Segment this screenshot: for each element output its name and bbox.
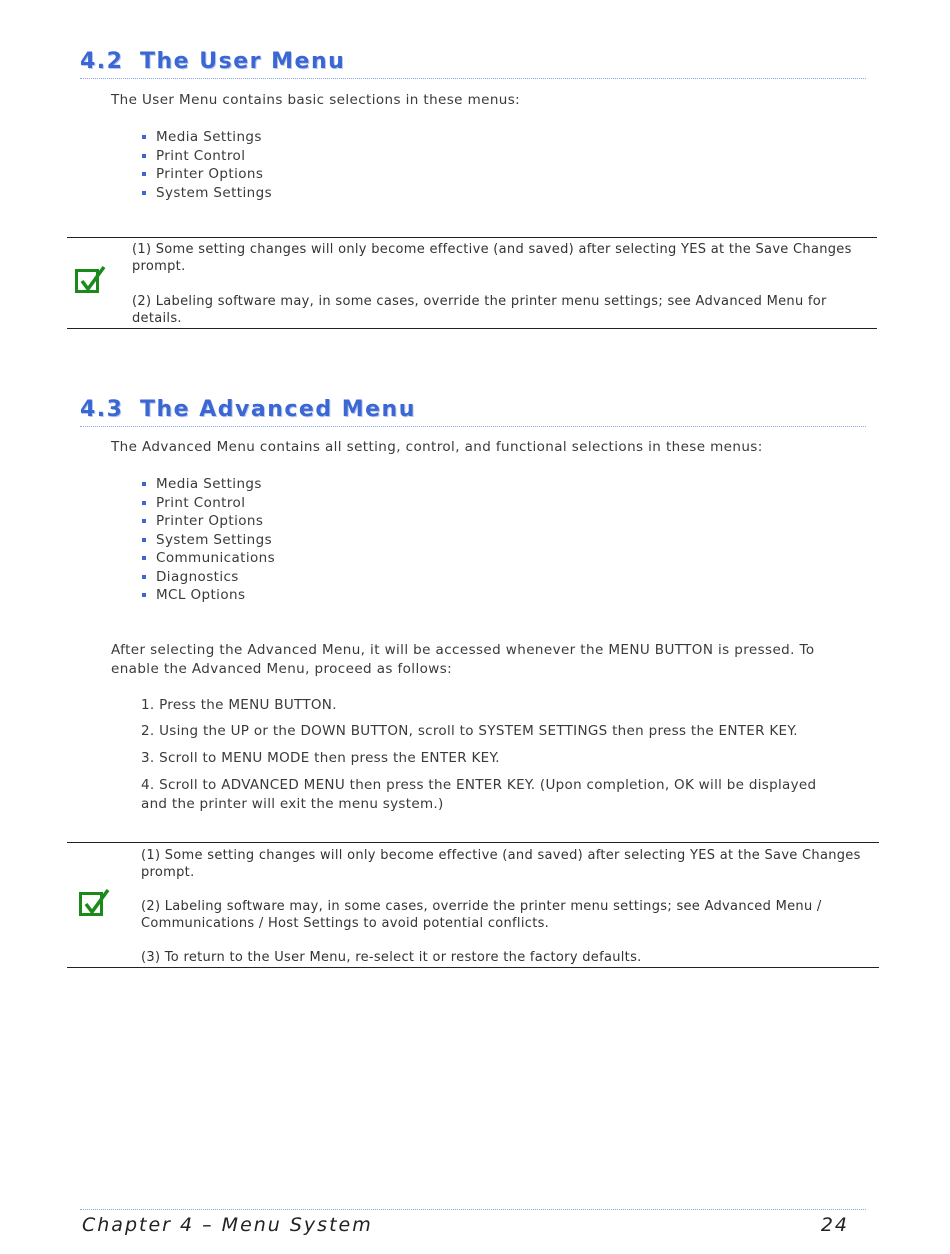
list-item: Media Settings [142, 128, 272, 147]
list-item: Printer Options [142, 165, 272, 184]
footer-divider [80, 1209, 866, 1210]
note-text-2: (2) Labeling software may, in some cases, override the printer menu settings; see Advanced Menu / Communications / Host Settings to avoid potential conflicts. [141, 899, 822, 931]
section-title: The Advanced Menu [140, 397, 416, 422]
note-text-1: (1) Some setting changes will only become effective (and saved) after selecting YES at the Save Changes prompt. [141, 848, 861, 880]
section-title: The User Menu [140, 49, 346, 74]
footer-chapter: Chapter 4 – Menu System [82, 1214, 373, 1236]
step-2: 2. Using the UP or the DOWN BUTTON, scroll to SYSTEM SETTINGS then press the ENTER KEY. [141, 723, 798, 739]
user-menu-intro: The User Menu contains basic selections in these menus: [111, 92, 521, 108]
checkbox-checked-icon [75, 269, 99, 293]
footer-page-number: 24 [820, 1214, 849, 1236]
list-item: System Settings [142, 531, 275, 550]
user-menu-list [142, 128, 272, 202]
section-4-3-heading [80, 396, 866, 427]
advanced-menu-note [67, 842, 879, 968]
section-number: 4.2 [80, 49, 124, 74]
section-number: 4.3 [80, 397, 124, 422]
advanced-menu-list [142, 475, 275, 605]
list-item: Communications [142, 549, 275, 568]
note-text-1: (1) Some setting changes will only become effective (and saved) after selecting YES at the Save Changes prompt. [132, 242, 852, 274]
list-item: Diagnostics [142, 568, 275, 587]
list-item: Printer Options [142, 512, 275, 531]
list-item: MCL Options [142, 586, 275, 605]
list-item: Print Control [142, 147, 272, 166]
advanced-menu-intro: The Advanced Menu contains all setting, control, and functional selections in these menus: [111, 439, 763, 455]
step-3: 3. Scroll to MENU MODE then press the ENTER KEY. [141, 750, 500, 766]
section-4-2-heading [80, 48, 866, 79]
list-item: Media Settings [142, 475, 275, 494]
checkbox-checked-icon [79, 892, 103, 916]
step-1: 1. Press the MENU BUTTON. [141, 697, 337, 713]
list-item: Print Control [142, 494, 275, 513]
note-text-2: (2) Labeling software may, in some cases, override the printer menu settings; see Advanced Menu for details. [132, 294, 827, 326]
step-4: 4. Scroll to ADVANCED MENU then press the ENTER KEY. (Upon completion, OK will be displayed and the printer will exit the menu system.) [141, 777, 817, 812]
user-menu-note [67, 237, 877, 329]
list-item: System Settings [142, 184, 272, 203]
advanced-menu-instructions: After selecting the Advanced Menu, it will be accessed whenever the MENU BUTTON is pressed. To enable the Advanced Menu, proceed as follows: [111, 642, 815, 677]
note-text-3: (3) To return to the User Menu, re-select it or restore the factory defaults. [141, 950, 642, 965]
